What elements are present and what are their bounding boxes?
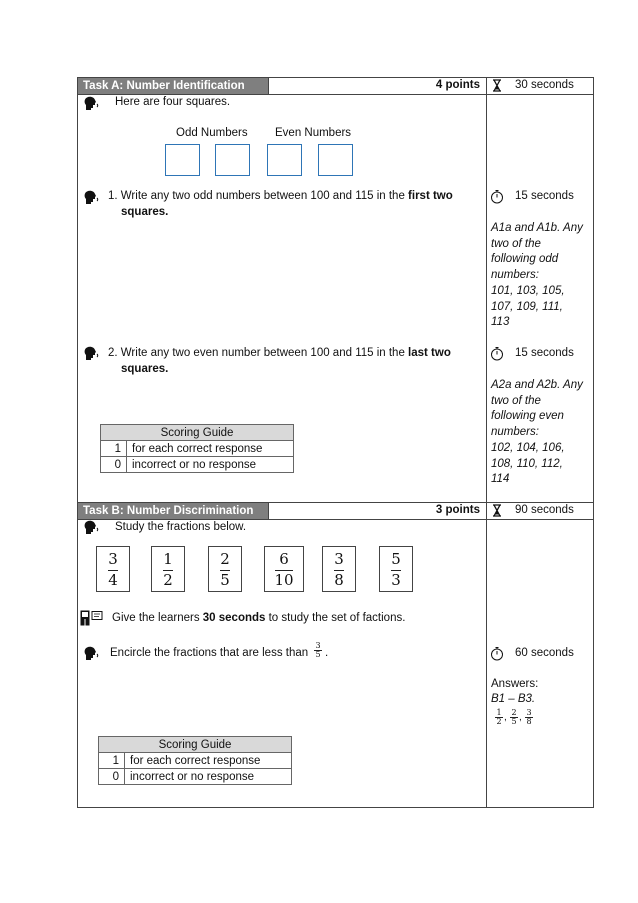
question-2-line2: squares. — [121, 363, 169, 375]
fraction-denominator: 4 — [108, 571, 118, 589]
stopwatch-icon — [490, 189, 504, 204]
fraction-card — [208, 546, 242, 592]
hourglass-icon — [492, 79, 502, 92]
answers-range: B1 – B3. — [491, 693, 536, 705]
teacher-board-icon — [80, 610, 104, 627]
score-value: 1 — [101, 441, 127, 457]
answer-square-2[interactable] — [215, 144, 250, 176]
score-value: 0 — [99, 769, 125, 785]
answer-square-3[interactable] — [267, 144, 302, 176]
row-divider — [77, 94, 594, 95]
speaker-icon — [83, 646, 101, 661]
task-b-points: 3 points — [435, 504, 480, 516]
fraction-card — [379, 546, 413, 592]
column-divider — [486, 77, 487, 808]
task-b-time: 90 seconds — [515, 504, 574, 516]
fraction-numerator: 2 — [220, 550, 230, 568]
teacher-note: Give the learners 30 seconds to study the set of factions. — [112, 612, 406, 624]
q2-answer: A2a and A2b. Any two of the following even numbers: 102, 104, 106, 108, 110, 112, 114 — [491, 379, 583, 486]
task-a-points: 4 points — [435, 79, 480, 91]
q1-time: 15 seconds — [515, 190, 574, 202]
odd-numbers-label: Odd Numbers — [176, 127, 248, 139]
q1-answer: A1a and A1b. Any two of the following odd numbers: 101, 103, 105, 107, 109, 111, 113 — [491, 222, 583, 329]
fraction-numerator: 5 — [391, 550, 401, 568]
speaker-icon — [83, 96, 101, 111]
scoring-row — [99, 753, 292, 769]
score-value: 1 — [99, 753, 125, 769]
task-b-intro: Study the fractions below. — [115, 521, 247, 533]
score-label: incorrect or no response — [125, 769, 292, 785]
fraction-card — [151, 546, 185, 592]
answer-fraction: 2 5 — [511, 708, 517, 726]
score-label: for each correct response — [127, 441, 294, 457]
even-numbers-label: Even Numbers — [275, 127, 352, 139]
answers-label: Answers: — [491, 678, 539, 690]
scoring-guide-header: Scoring Guide — [101, 425, 294, 441]
task-a-intro: Here are four squares. — [115, 96, 231, 108]
task-b-title: Task B: Number Discrimination — [78, 503, 268, 519]
instruction: Encircle the fractions that are less than — [110, 647, 309, 659]
answer-separator: , — [504, 712, 507, 723]
scoring-row — [101, 441, 294, 457]
fraction-card — [264, 546, 304, 592]
fraction-numerator: 3 — [108, 550, 118, 568]
scoring-guide-a — [100, 424, 294, 473]
question-1-line2: squares. — [121, 206, 169, 218]
answer-square-4[interactable] — [318, 144, 353, 176]
row-divider — [77, 519, 594, 520]
instruction-period: . — [325, 647, 329, 659]
question-1: 1. Write any two odd numbers between 100 and 115 in the first two — [108, 190, 453, 202]
score-value: 0 — [101, 457, 127, 473]
b-answer-time: 60 seconds — [515, 647, 574, 659]
scoring-row — [99, 769, 292, 785]
answer-fraction: 1 2 — [496, 708, 502, 726]
fraction-denominator: 5 — [220, 571, 230, 589]
score-label: for each correct response — [125, 753, 292, 769]
answer-separator: , — [519, 712, 522, 723]
speaker-icon — [83, 346, 101, 361]
answer-fraction: 3 8 — [526, 708, 532, 726]
fraction-denominator: 2 — [163, 571, 173, 589]
scoring-row — [101, 457, 294, 473]
task-a-time: 30 seconds — [515, 79, 574, 91]
stopwatch-icon — [490, 346, 504, 361]
fraction-numerator: 3 — [334, 550, 344, 568]
scoring-guide-header: Scoring Guide — [99, 737, 292, 753]
header-divider — [268, 502, 269, 519]
speaker-icon — [83, 190, 101, 205]
fraction-card — [96, 546, 130, 592]
fraction-numerator: 6 — [279, 550, 289, 568]
hourglass-icon — [492, 504, 502, 517]
stopwatch-icon — [490, 646, 504, 661]
scoring-guide-b — [98, 736, 292, 785]
fraction-denominator: 8 — [334, 571, 344, 589]
q2-time: 15 seconds — [515, 347, 574, 359]
speaker-icon — [83, 520, 101, 535]
target-fraction: 3 5 — [315, 641, 321, 659]
fraction-numerator: 1 — [163, 550, 173, 568]
score-label: incorrect or no response — [127, 457, 294, 473]
fraction-denominator: 10 — [274, 571, 294, 589]
task-a-title: Task A: Number Identification — [78, 78, 268, 94]
question-2: 2. Write any two even number between 100 and 115 in the last two — [108, 347, 451, 359]
fraction-denominator: 3 — [391, 571, 401, 589]
header-divider — [268, 77, 269, 94]
answer-square-1[interactable] — [165, 144, 200, 176]
fraction-card — [322, 546, 356, 592]
